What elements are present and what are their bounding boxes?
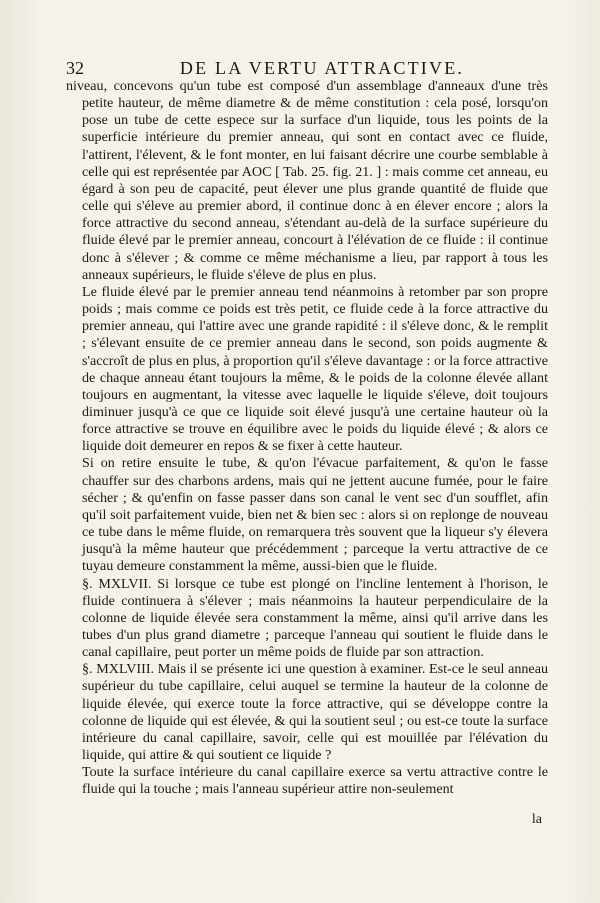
paragraph-section-mxlviii: §. MXLVIII. Mais il se présente ici une question à examiner. Est-ce le seul anneau supérieur du tube capillaire, celui auquel se termine la hauteur de la colonne de liquide élevée, qui exerce toute la force attractive, qui se développe contre la colonne de liquide qui est élevée, & qui la soutient seul ; ou est-ce toute la surface intérieure du canal capillaire, savoir, celle qui est mouillée par l'élévation du liquide, qui attire & qui soutient ce liquide ? bbox=[82, 661, 548, 764]
catchword: la bbox=[531, 812, 542, 827]
paragraph-continuation: niveau, concevons qu'un tube est composé d'un assemblage d'anneaux d'une très petite hauteur, de même diametre & de même constitution : cela posé, lorsqu'on pose un tube de cette espece sur la surface d'un liquide, tous les points de la superficie intérieure du premier anneau, qui sont en contact avec ce fluide, l'attirent, l'élevent, & le font monter, en lui faisant décrire une courbe semblable à celle qui est représentée par AOC [ Tab. 25. fig. 21. ] : mais comme cet anneau, eu égard à son peu de capacité, peut élever une plus grande quantité de fluide que celle qui s'éleve au premier abord, il continue donc à en élever encore ; alors la force attractive du second anneau, s'étendant au-delà de la surface supérieure du fluide élevé par le premier anneau, concourt à l'élévation de ce fluide : il continue donc à s'élever ; & comme ce même méchanisme a lieu, par rapport à tous les anneaux supérieurs, le fluide s'éleve de plus en plus. bbox=[66, 78, 548, 283]
body-text bbox=[66, 78, 548, 799]
page-number: 32 bbox=[66, 58, 84, 78]
paragraph: Le fluide élevé par le premier anneau tend néanmoins à retomber par son propre poids ; mais comme ce poids est très petit, ce fluide cede à la force attractive du premier anneau, qui l'attire avec une grande rapidité : il s'éleve donc, & le remplit ; s'élevant ensuite de ce premier anneau dans le second, son poids augmente & s'accroît de plus en plus, à proportion qu'il s'éleve davantage : or la force attractive de chaque anneau étant toujours la même, & le poids de la colonne élevée allant toujours en augmentant, la vitesse avec laquelle le liquide s'éleve, doit toujours diminuer jusqu'à ce que ce liquide soit élevé jusqu'à une certaine hauteur où la force attractive se trouve en équilibre avec le poids du liquide élevé ; & alors ce liquide doit demeurer en repos & se fixer à cette hauteur. bbox=[82, 283, 548, 455]
running-head: DE LA VERTU ATTRACTIVE. bbox=[179, 58, 465, 78]
paragraph: Si on retire ensuite le tube, & qu'on l'évacue parfaitement, & qu'on le fasse chauffer sur des charbons ardens, mais qui ne jettent aucune fumée, pour le faire sécher ; & qu'enfin on fasse passer dans son canal le vent sec d'un soufflet, afin qu'il soit parfaitement vuide, bien net & bien sec : alors si on replonge de nouveau ce tube dans le même fluide, on remarquera très souvent que la liqueur s'y élevera jusqu'à la même hauteur que précédemment ; parceque la vertu attractive de ce tuyau demeure constamment la même, aussi-bien que le fluide. bbox=[82, 455, 548, 575]
paragraph-section-mxlvii: §. MXLVII. Si lorsque ce tube est plongé on l'incline lentement à l'horison, le fluide continuera à s'élever ; mais néanmoins la hauteur perpendiculaire de la colonne de liquide élevée sera constamment la même, ainsi qu'il arrive dans les tubes d'un plus grand diametre ; parceque l'anneau qui soutient le fluide dans le canal capillaire, peut porter un même poids de fluide par son attraction. bbox=[82, 575, 548, 661]
paragraph: Toute la surface intérieure du canal capillaire exerce sa vertu attractive contre le fluide qui la touche ; mais l'anneau supérieur attire non-seulement bbox=[82, 764, 548, 798]
